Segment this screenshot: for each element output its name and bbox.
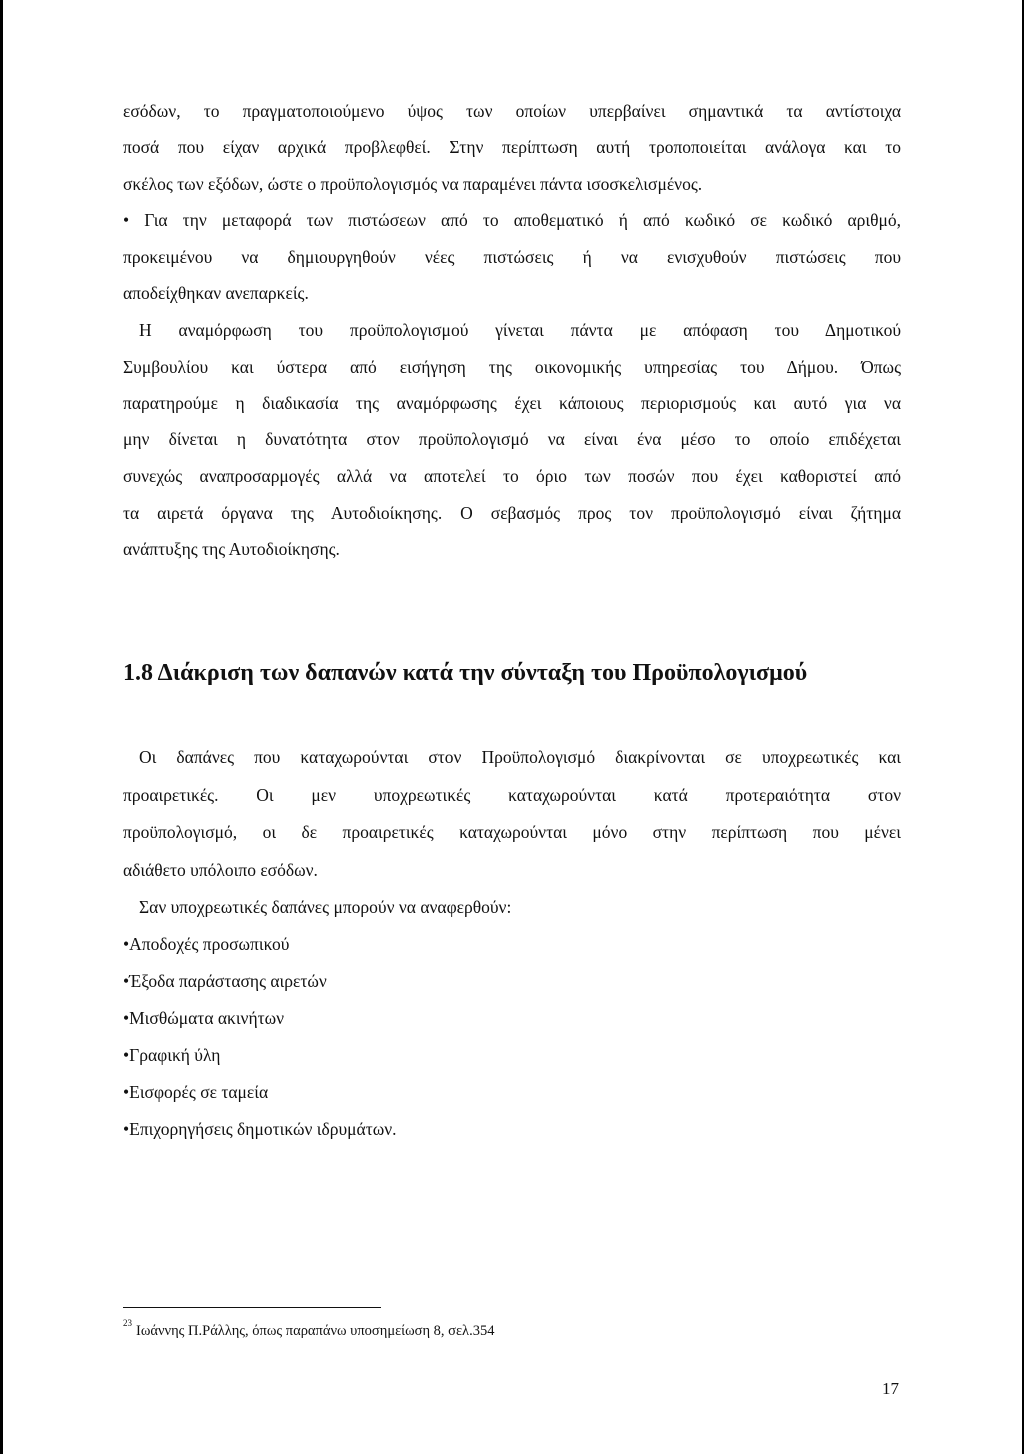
list-item: •Επιχορηγήσεις δημοτικών ιδρυμάτων. bbox=[123, 1119, 397, 1139]
body-line: προϋπολογισμό, οι δε προαιρετικές καταχωρούνται μόνο στην περίπτωση που μένει bbox=[123, 822, 901, 842]
body-line: εσόδων, το πραγματοποιούμενο ύψος των οποίων υπερβαίνει σημαντικά τα αντίστοιχα bbox=[123, 101, 901, 121]
body-line: σκέλος των εξόδων, ώστε ο προϋπολογισμός να παραμένει πάντα ισοσκελισμένος. bbox=[123, 174, 703, 194]
section-heading: 1.8 Διάκριση των δαπανών κατά την σύνταξη του Προϋπολογισμού bbox=[123, 660, 808, 686]
body-line: αποδείχθηκαν ανεπαρκείς. bbox=[123, 283, 309, 303]
body-line: Οι δαπάνες που καταχωρούνται στον Προϋπολογισμό διακρίνονται σε υποχρεωτικές και bbox=[139, 747, 901, 767]
footnote-number: 23 bbox=[123, 1318, 132, 1328]
footnote-text: Ιωάννης Π.Ράλλης, όπως παραπάνω υποσημείωση 8, σελ.354 bbox=[136, 1322, 495, 1339]
footnote-divider bbox=[123, 1307, 381, 1308]
body-line: αδιάθετο υπόλοιπο εσόδων. bbox=[123, 860, 318, 880]
list-item: •Αποδοχές προσωπικού bbox=[123, 934, 290, 954]
list-item: •Έξοδα παράστασης αιρετών bbox=[123, 971, 327, 991]
body-line: προαιρετικές. Οι μεν υποχρεωτικές καταχωρούνται κατά προτεραιότητα στον bbox=[123, 785, 901, 805]
body-line: • Για την μεταφορά των πιστώσεων από το αποθεματικό ή από κωδικό σε κωδικό αριθμό, bbox=[123, 210, 901, 230]
list-item: •Εισφορές σε ταμεία bbox=[123, 1082, 269, 1102]
body-line: μην δίνεται η δυνατότητα στον προϋπολογισμό να είναι ένα μέσο το οποίο επιδέχεται bbox=[123, 429, 901, 449]
body-line: τα αιρετά όργανα της Αυτοδιοίκησης. Ο σεβασμός προς τον προϋπολογισμό είναι ζήτημα bbox=[123, 503, 901, 523]
body-line: παρατηρούμε η διαδικασία της αναμόρφωσης έχει κάποιους περιορισμούς και αυτό για να bbox=[123, 393, 901, 413]
list-intro: Σαν υποχρεωτικές δαπάνες μπορούν να αναφερθούν: bbox=[139, 897, 512, 917]
body-line: ανάπτυξης της Αυτοδιοίκησης. bbox=[123, 539, 340, 559]
body-line: συνεχώς αναπροσαρμογές αλλά να αποτελεί το όριο των ποσών που έχει καθοριστεί από bbox=[123, 466, 901, 486]
body-line: Συμβουλίου και ύστερα από εισήγηση της οικονομικής υπηρεσίας του Δήμου. Όπως bbox=[123, 357, 901, 377]
body-line: προκειμένου να δημιουργηθούν νέες πιστώσεις ή να ενισχυθούν πιστώσεις που bbox=[123, 247, 901, 267]
footnote bbox=[123, 1316, 494, 1341]
list-item: •Γραφική ύλη bbox=[123, 1045, 221, 1065]
body-line: Η αναμόρφωση του προϋπολογισμού γίνεται πάντα με απόφαση του Δημοτικού bbox=[139, 320, 901, 340]
list-item: •Μισθώματα ακινήτων bbox=[123, 1008, 285, 1028]
page-number: 17 bbox=[882, 1379, 899, 1398]
body-line: ποσά που είχαν αρχικά προβλεφθεί. Στην περίπτωση αυτή τροποποιείται ανάλογα και το bbox=[123, 137, 901, 157]
